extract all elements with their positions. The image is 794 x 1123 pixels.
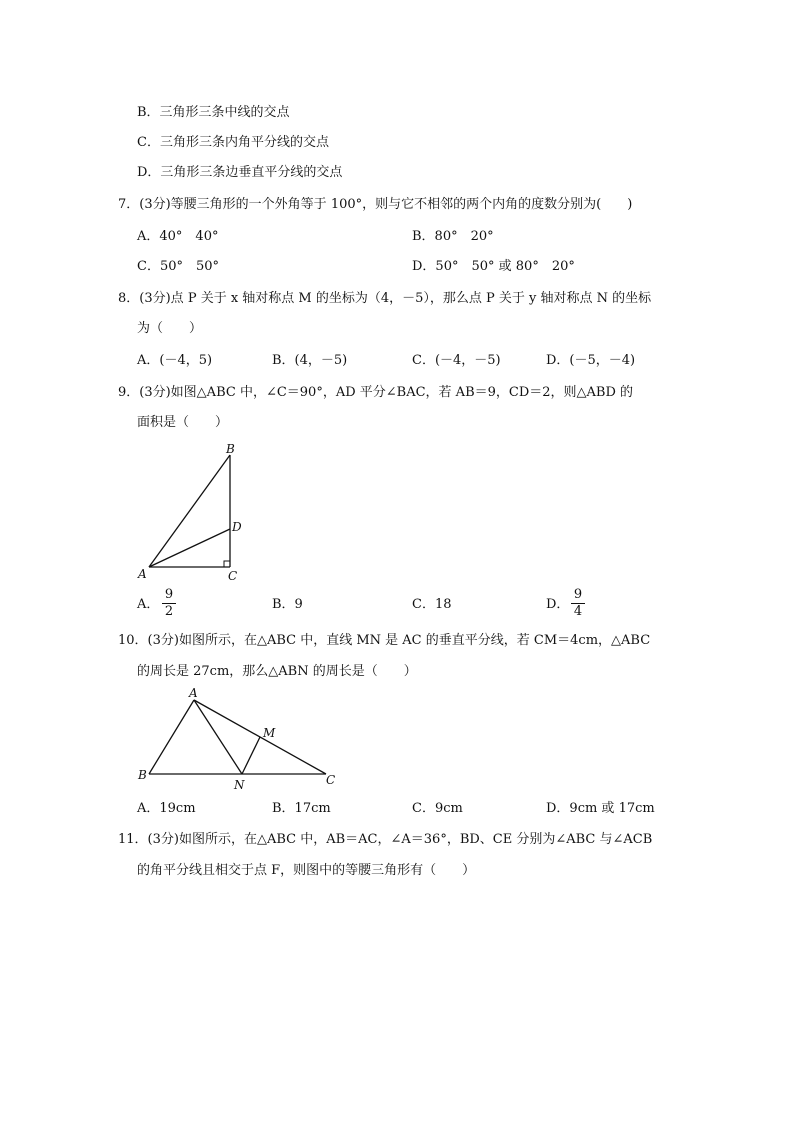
q7-option-c: C．50° 50°: [137, 259, 220, 274]
q9-figure: [130, 440, 260, 585]
q10-figure: [130, 684, 350, 796]
segment-ad: [149, 529, 230, 567]
q9-stem-line1: 9．(3分)如图△ABC 中，∠C＝90°，AD 平分∠BAC，若 AB＝9，CD＝2，则△ABD 的: [118, 385, 634, 400]
q6-option-b: B．三角形三条中线的交点: [137, 105, 290, 120]
q8-option-c: C．(－4，－5): [412, 353, 501, 368]
q9-option-a-fraction: [162, 588, 176, 619]
q8-option-d: D．(－5，－4): [546, 353, 636, 368]
q6-option-c: C．三角形三条内角平分线的交点: [137, 135, 329, 150]
side-ab: [149, 455, 230, 567]
q10-option-b: B．17cm: [272, 801, 331, 816]
label-c: C: [326, 773, 336, 787]
q8-stem-line1: 8．(3分)点 P 关于 x 轴对称点 M 的坐标为（4，－5），那么点 P 关于 y 轴对称点 N 的坐标: [118, 291, 652, 306]
segment-mn: [242, 737, 260, 774]
label-m: M: [263, 726, 276, 740]
label-n: N: [234, 778, 245, 792]
q9-option-d-fraction: [571, 588, 585, 619]
q7-option-a: A．40° 40°: [137, 229, 219, 244]
q10-stem-line2: 的周长是 27cm，那么△ABN 的周长是（ ）: [137, 664, 417, 679]
label-c: C: [228, 569, 238, 583]
q7-option-d: D．50° 50° 或 80° 20°: [412, 259, 575, 274]
q7-option-b: B．80° 20°: [412, 229, 494, 244]
q10-option-a: A．19cm: [137, 801, 196, 816]
q8-stem-line2: 为（ ）: [137, 321, 203, 336]
q10-option-c: C．9cm: [412, 801, 463, 816]
side-ab: [149, 700, 194, 774]
q9-option-d-label: D．: [546, 597, 570, 612]
denominator: 2: [164, 604, 174, 619]
q7-stem: 7．(3分)等腰三角形的一个外角等于 100°，则与它不相邻的两个内角的度数分别为( ): [118, 197, 633, 212]
q9-stem-line2: 面积是（ ）: [137, 415, 229, 430]
right-angle-mark: [224, 561, 230, 567]
q6-option-d: D．三角形三条边垂直平分线的交点: [137, 165, 343, 180]
label-b: B: [138, 768, 147, 782]
denominator: 4: [573, 604, 583, 619]
q10-option-d: D．9cm 或 17cm: [546, 801, 655, 816]
q8-option-a: A．(－4，5): [137, 353, 213, 368]
numerator: 9: [164, 587, 174, 602]
numerator: 9: [573, 587, 583, 602]
q9-option-a-label: A．: [137, 597, 160, 612]
q11-stem-line1: 11．(3分)如图所示，在△ABC 中，AB＝AC，∠A＝36°，BD、CE 分别为∠ABC 与∠ACB: [118, 832, 653, 847]
q10-stem-line1: 10．(3分)如图所示，在△ABC 中，直线 MN 是 AC 的垂直平分线，若 CM＝4cm，△ABC: [118, 633, 651, 648]
q9-option-c: C．18: [412, 597, 452, 612]
label-a: A: [138, 567, 147, 581]
q9-option-b: B．9: [272, 597, 303, 612]
q11-stem-line2: 的角平分线且相交于点 F，则图中的等腰三角形有（ ）: [137, 863, 476, 878]
label-b: B: [226, 442, 235, 456]
label-d: D: [232, 520, 242, 534]
label-a: A: [189, 686, 198, 700]
segment-an: [194, 700, 242, 774]
q8-option-b: B．(4，－5): [272, 353, 348, 368]
